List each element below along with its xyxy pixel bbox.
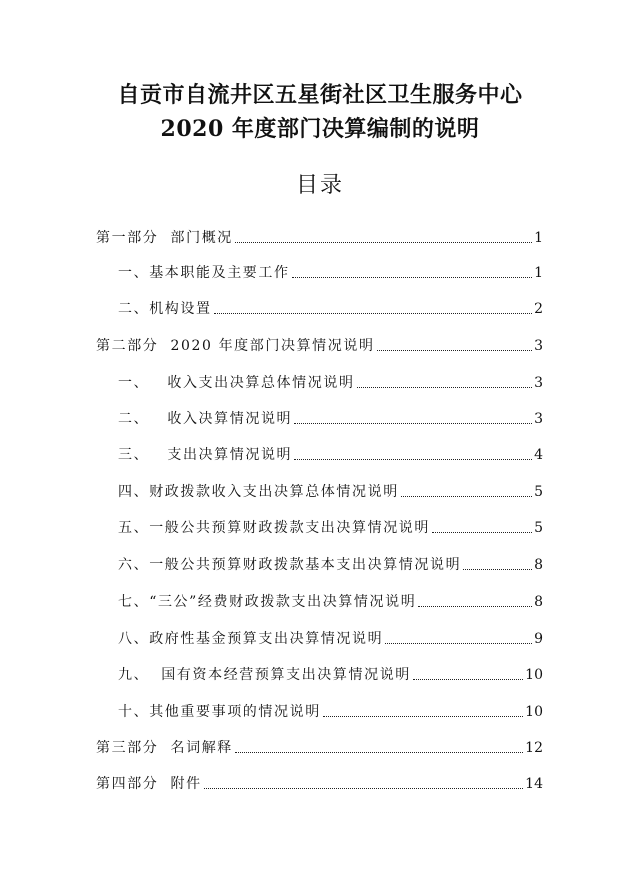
toc-entry-label: 七、“三公”经费财政拨款支出决算情况说明 [118, 594, 417, 610]
toc-entry-page: 3 [534, 375, 543, 391]
toc-entry-page: 8 [534, 557, 543, 573]
toc-entry-page: 3 [534, 411, 543, 427]
toc-leader-dots [294, 422, 532, 424]
toc-entry-page: 1 [534, 230, 543, 246]
toc-entry-fiscal-appropriation-overall[interactable] [118, 478, 543, 502]
toc-entry-label: 一、 收入支出决算总体情况说明 [118, 375, 355, 391]
toc-entry-label: 五、一般公共预算财政拨款支出决算情况说明 [118, 520, 430, 536]
toc-entry-basic-functions[interactable] [118, 259, 543, 283]
toc-entry-page: 3 [534, 338, 543, 354]
toc-entry-label: 第四部分 附件 [96, 776, 202, 792]
toc-leader-dots [401, 495, 532, 497]
toc-entry-government-fund[interactable] [118, 625, 543, 649]
toc-entry-organization[interactable] [118, 295, 543, 319]
toc-leader-dots [235, 751, 523, 753]
toc-leader-dots [413, 678, 523, 680]
toc-leader-dots [323, 715, 523, 717]
toc-leader-dots [357, 386, 533, 388]
toc-leader-dots [418, 605, 532, 607]
toc-entry-label: 六、一般公共预算财政拨款基本支出决算情况说明 [118, 557, 462, 573]
toc-entry-label: 一、基本职能及主要工作 [118, 265, 290, 281]
toc-entry-three-public-expenses[interactable] [118, 588, 543, 612]
toc-entry-page: 2 [534, 301, 543, 317]
toc-leader-dots [377, 349, 532, 351]
toc-entry-label: 第一部分 部门概况 [96, 230, 233, 246]
toc-entry-label: 二、机构设置 [118, 301, 212, 317]
toc-leader-dots [385, 642, 532, 644]
toc-leader-dots [214, 312, 532, 314]
toc-leader-dots [204, 787, 523, 789]
toc-entry-page: 14 [525, 776, 543, 792]
document-title-line-1: 自贡市自流井区五星街社区卫生服务中心 [117, 82, 523, 108]
toc-entry-page: 5 [534, 520, 543, 536]
toc-entry-part-2[interactable] [96, 332, 543, 356]
toc-entry-income[interactable] [118, 405, 543, 429]
toc-entry-label: 第二部分 2020 年度部门决算情况说明 [96, 338, 375, 354]
toc-leader-dots [294, 458, 532, 460]
toc-entry-part-3[interactable] [96, 734, 543, 758]
toc-entry-page: 10 [525, 667, 543, 683]
toc-entry-label: 二、 收入决算情况说明 [118, 411, 293, 427]
toc-entry-page: 12 [525, 740, 543, 756]
document-title-line-2: 2020 年度部门决算编制的说明 [160, 116, 480, 142]
toc-entry-part-1[interactable] [96, 224, 543, 248]
toc-leader-dots [463, 568, 532, 570]
toc-entry-page: 9 [534, 631, 543, 647]
toc-entry-page: 5 [534, 484, 543, 500]
toc-entry-page: 10 [525, 704, 543, 720]
toc-entry-expense[interactable] [118, 441, 543, 465]
toc-entry-label: 三、 支出决算情况说明 [118, 447, 293, 463]
toc-entry-label: 八、政府性基金预算支出决算情况说明 [118, 631, 384, 647]
toc-entry-income-expense-overall[interactable] [118, 369, 543, 393]
toc-heading: 目录 [295, 173, 344, 198]
toc-entry-label: 四、财政拨款收入支出决算总体情况说明 [118, 484, 399, 500]
toc-entry-page: 1 [534, 265, 543, 281]
toc-entry-part-4[interactable] [96, 770, 543, 794]
toc-entry-page: 4 [534, 447, 543, 463]
toc-leader-dots [432, 531, 532, 533]
toc-leader-dots [235, 241, 532, 243]
toc-entry-general-budget-basic-expense[interactable] [118, 551, 543, 575]
toc-entry-page: 8 [534, 594, 543, 610]
toc-entry-label: 十、其他重要事项的情况说明 [118, 704, 321, 720]
toc-entry-label: 第三部分 名词解释 [96, 740, 233, 756]
toc-entry-label: 九、 国有资本经营预算支出决算情况说明 [118, 667, 411, 683]
toc-leader-dots [292, 276, 532, 278]
toc-entry-state-capital[interactable] [118, 661, 543, 685]
toc-entry-other-matters[interactable] [118, 698, 543, 722]
toc-entry-general-budget-expense[interactable] [118, 514, 543, 538]
